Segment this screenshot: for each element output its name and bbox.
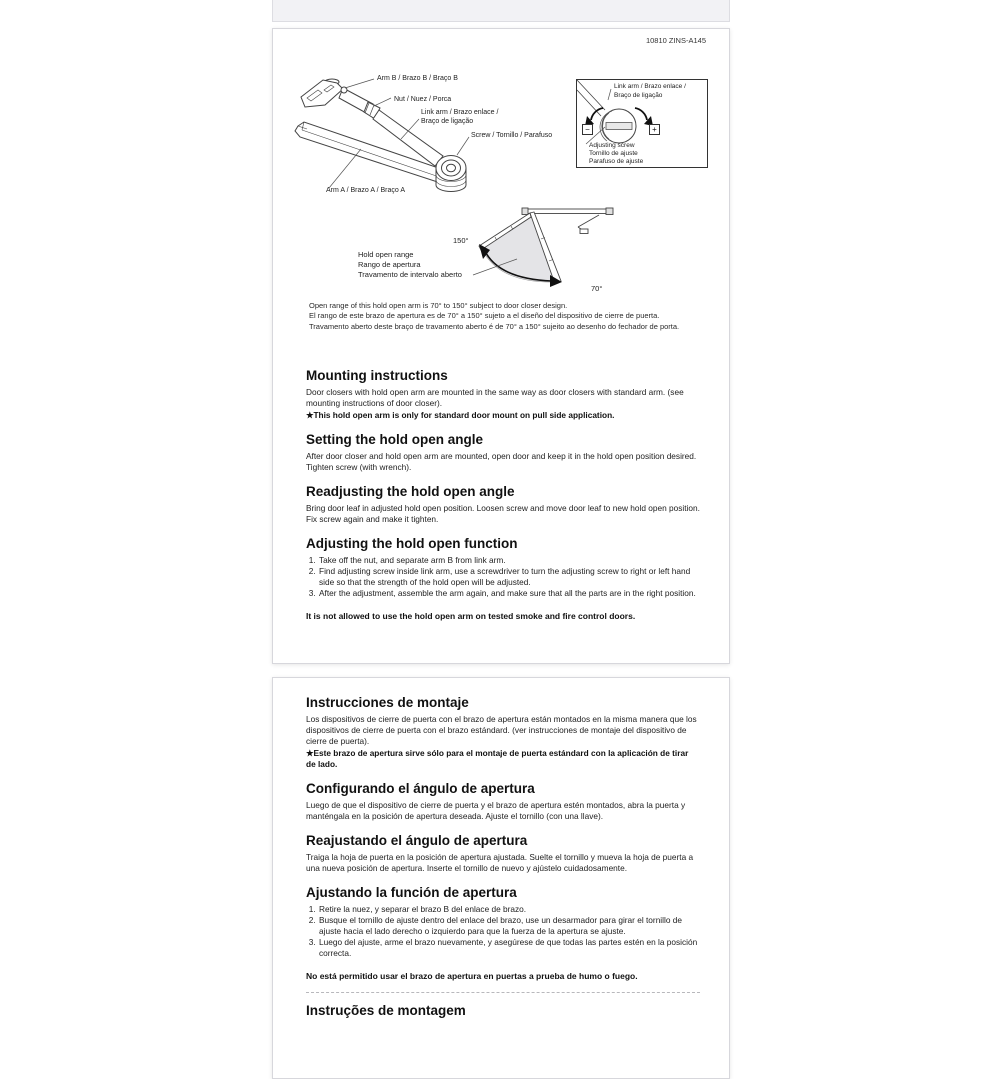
adjusting-screw-label-es: Tornillo de ajuste — [589, 150, 638, 157]
section-body: Los dispositivos de cierre de puerta con el brazo de apertura están montados en la misma manera que los dispositivos de cierre de puerta con el brazo estándard. (ver instrucciones de montaje del dispositivo de cierre de puerta). — [306, 714, 697, 746]
open-range-note — [309, 301, 709, 332]
open-range-note-es: El rango de este brazo de apertura es de 70° a 150° sujeto a el diseño del dispositivo de cierre de puerta. — [309, 311, 660, 321]
section-body: Bring door leaf in adjusted hold open position. Loosen screw and move door leaf to new hold open position. Fix screw again and make it tighten. — [306, 503, 700, 524]
detail-link-arm-label-2: Braço de ligação — [614, 92, 663, 99]
page-1 — [272, 28, 730, 664]
hold-open-range-label-en: Hold open range — [358, 250, 414, 259]
section-instrucciones-montaje — [306, 695, 700, 770]
instruction-list — [306, 555, 700, 599]
list-item: 1. Take off the nut, and separate arm B from link arm. — [318, 555, 700, 566]
list-item: 3. After the adjustment, assemble the arm again, and make sure that all the parts are in the right position. — [318, 588, 700, 599]
section-setting-angle — [306, 432, 700, 473]
adjusting-screw-label-pt: Parafuso de ajuste — [589, 158, 644, 165]
instruction-list — [306, 904, 700, 959]
adjusting-screw-detail-box — [576, 79, 708, 168]
section-ajustando-funcion — [306, 885, 700, 959]
list-item: 3. Luego del ajuste, arme el brazo nuevamente, y asegúrese de que todas las partes estén en la posición correcta. — [318, 937, 700, 959]
section-mounting-instructions — [306, 368, 700, 421]
list-item: 2. Busque el tornillo de ajuste dentro del enlace del brazo, use un desarmador para girar el tornillo de ajuste hacia el lado derecho o izquierdo para que la fuerza de la apertura se ajuste. — [318, 915, 700, 937]
section-title: Configurando el ángulo de apertura — [306, 781, 535, 796]
section-title: Readjusting the hold open angle — [306, 484, 515, 499]
section-body: Luego de que el dispositivo de cierre de puerta y el brazo de apertura estén montados, abra la puerta y manténgala en la posición de apertura deseada. Ajuste el tornillo (con una llave). — [306, 800, 686, 821]
section-title: Instrucciones de montaje — [306, 695, 469, 710]
plus-indicator: + — [649, 124, 660, 135]
link-arm-label: Link arm / Brazo enlace / — [421, 109, 499, 116]
list-item: 2. Find adjusting screw inside link arm, use a screwdriver to turn the adjusting screw to right or left hand side so that the strength of the hold open will be adjusted. — [318, 566, 700, 588]
section-body: After door closer and hold open arm are mounted, open door and keep it in the hold open position desired. Tighten screw (with wrench). — [306, 451, 697, 472]
section-title: Adjusting the hold open function — [306, 536, 518, 551]
arm-b-label: Arm B / Brazo B / Braço B — [377, 75, 458, 82]
angle-150-label: 150° — [453, 236, 469, 245]
open-range-note-en: Open range of this hold open arm is 70° to 150° subject to door closer design. — [309, 301, 568, 310]
section-reajustando-angulo — [306, 833, 700, 874]
hold-open-range-label-es: Rango de apertura — [358, 260, 421, 269]
section-title: Reajustando el ángulo de apertura — [306, 833, 528, 848]
section-title: Ajustando la función de apertura — [306, 885, 517, 900]
hold-open-range-label-pt: Travamento de intervalo aberto — [358, 270, 462, 279]
section-configurando-angulo — [306, 781, 700, 822]
section-body: Door closers with hold open arm are mounted in the same way as door closers with standard arm. (see mounting instructions of door closer). — [306, 387, 684, 408]
section-readjusting-angle — [306, 484, 700, 525]
star-note: ★This hold open arm is only for standard door mount on pull side application. — [306, 410, 615, 420]
fire-door-warning: It is not allowed to use the hold open arm on tested smoke and fire control doors. — [306, 611, 636, 621]
link-arm-label-2: Braço de ligação — [421, 118, 474, 125]
section-title: Setting the hold open angle — [306, 432, 483, 447]
previous-page-edge — [272, 0, 730, 22]
arm-a-label: Arm A / Brazo A / Braço A — [326, 187, 405, 194]
section-body: Traiga la hoja de puerta en la posición de apertura ajustada. Suelte el tornillo y mueva la hoja de puerta a una nueva posición de apertura. Inserte el tornillo de nuevo y ajústelo cuidadosamente. — [306, 852, 694, 873]
english-instructions — [306, 368, 700, 622]
section-adjusting-function — [306, 536, 700, 599]
list-item: 1. Retire la nuez, y separar el brazo B del enlace de brazo. — [318, 904, 700, 915]
fire-door-warning-es: No está permitido usar el brazo de apertura en puertas a prueba de humo o fuego. — [306, 971, 638, 981]
adjusting-screw-label-en: Adjusting screw — [589, 142, 635, 149]
spanish-instructions — [306, 695, 700, 1022]
angle-70-label: 70° — [591, 284, 603, 293]
page-2 — [272, 677, 730, 1079]
minus-indicator: − — [582, 124, 593, 135]
portuguese-section-title: Instruções de montagem — [306, 1003, 466, 1018]
section-divider — [306, 992, 700, 993]
document-number: 10810 ZINS-A145 — [645, 36, 706, 45]
arm-assembly-figure — [273, 71, 729, 299]
screw-label: Screw / Tornillo / Parafuso — [471, 132, 553, 139]
detail-link-arm-label: Link arm / Brazo enlace / — [614, 83, 686, 90]
open-range-note-pt: Travamento aberto deste braço de travamento aberto é de 70° a 150° sujeito ao desenho do fechador de porta. — [309, 321, 680, 331]
nut-label: Nut / Nuez / Porca — [394, 96, 452, 103]
star-note: ★Este brazo de apertura sirve sólo para el montaje de puerta estándard con la aplicación de tirar de lado. — [306, 748, 689, 769]
section-title: Mounting instructions — [306, 368, 448, 383]
